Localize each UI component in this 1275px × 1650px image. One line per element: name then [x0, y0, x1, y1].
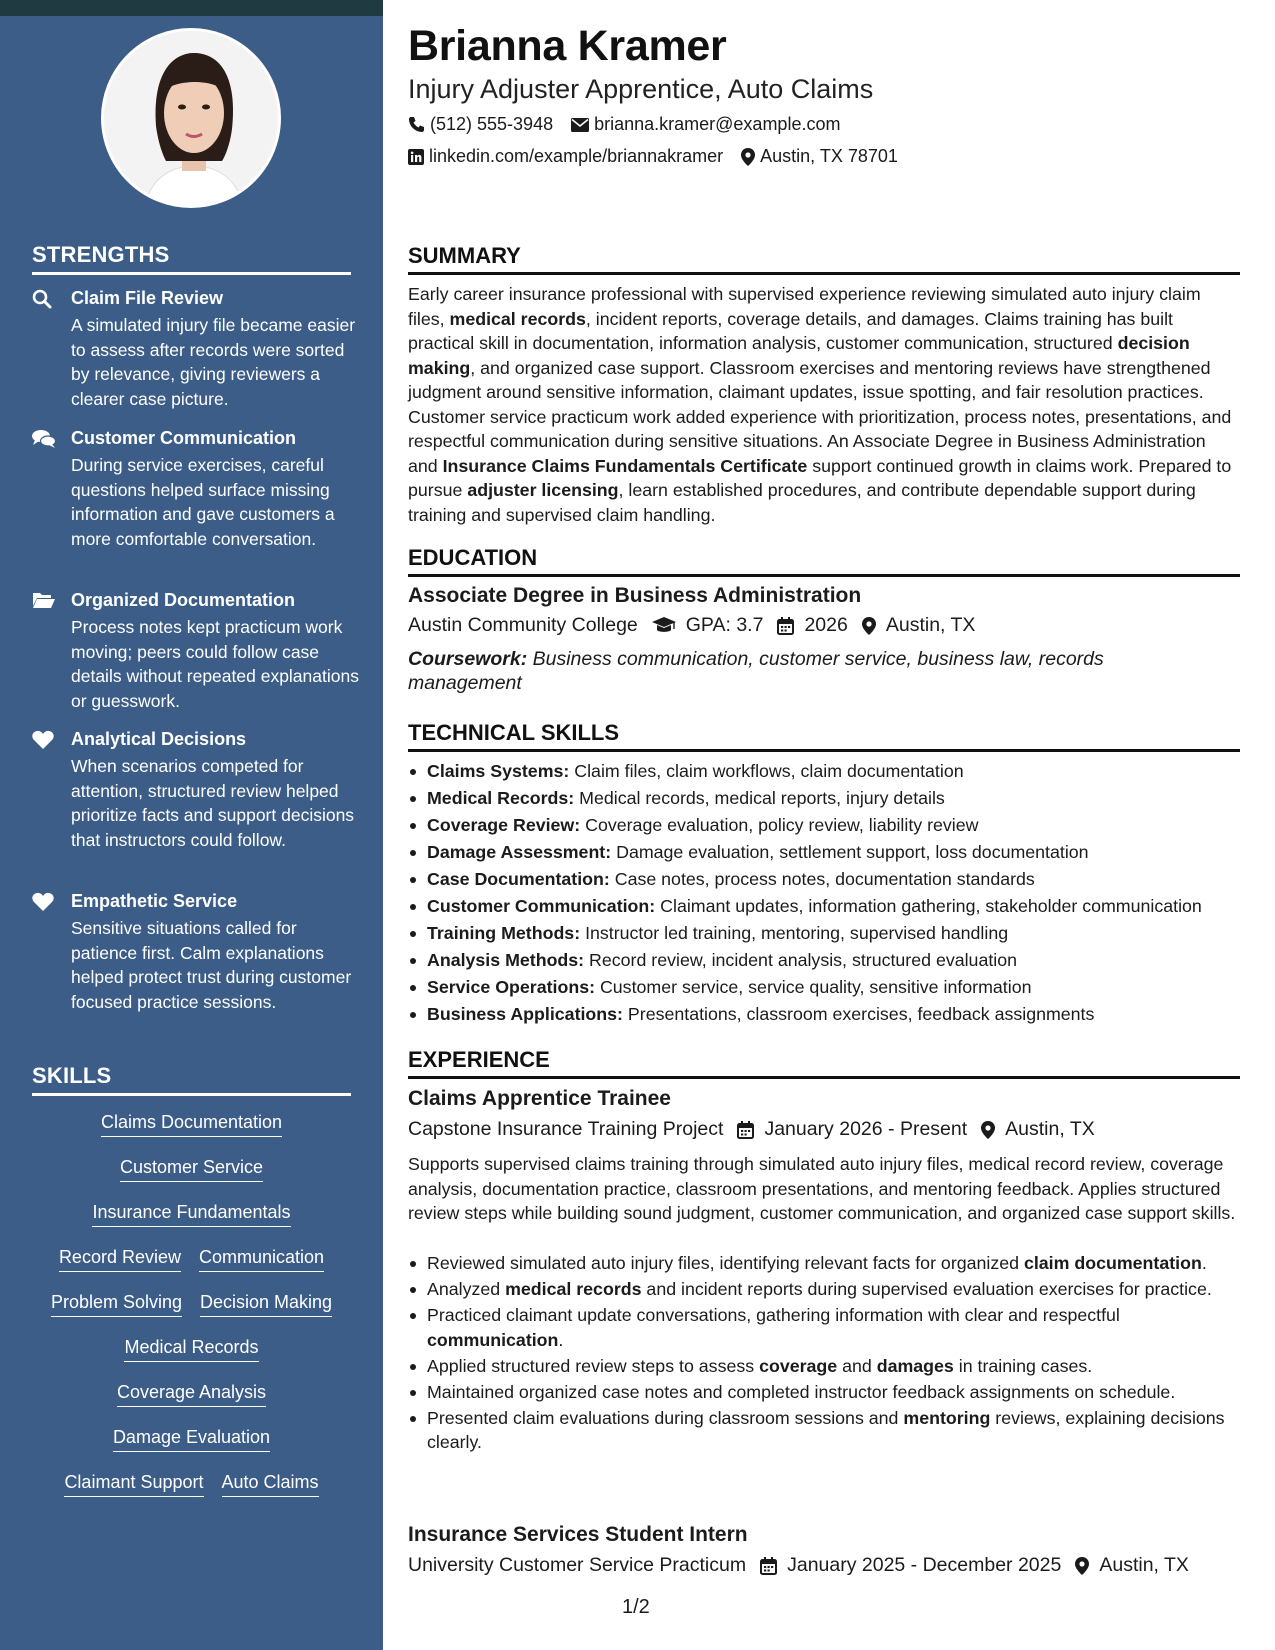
skill-tag: Coverage Analysis [117, 1382, 266, 1407]
strength-title: Organized Documentation [71, 590, 296, 610]
linkedin-text: linkedin.com/example/briannakramer [429, 146, 724, 166]
skill-tag: Problem Solving [51, 1292, 182, 1317]
list-item: Maintained organized case notes and completed instructor feedback assignments on schedule. [408, 1380, 1240, 1405]
strengths-title: STRENGTHS [32, 242, 170, 267]
job-summary: Supports supervised claims training through simulated auto injury files, medical record review, coverage analysis, documentation practice, classroom presentations, and mentoring feedback. Applies structured review steps while building sound judgment, customer communication, and organized case support skills. [408, 1154, 1236, 1223]
map-marker-icon [981, 1121, 995, 1139]
skill-row [32, 1292, 351, 1317]
skill-tag: Auto Claims [222, 1472, 319, 1497]
candidate-role: Injury Adjuster Apprentice, Auto Claims [408, 74, 874, 104]
graduation-cap-icon [652, 617, 676, 634]
skill-row [32, 1382, 351, 1407]
experience-title: EXPERIENCE [408, 1047, 550, 1072]
skill-row [32, 1112, 351, 1137]
calendar-icon [737, 1121, 754, 1139]
skill-tag: Claimant Support [64, 1472, 203, 1497]
skill-tag: Communication [199, 1247, 324, 1272]
heart-icon [32, 892, 56, 912]
job-organization: Capstone Insurance Training Project [408, 1118, 724, 1140]
job-location: Austin, TX [1099, 1554, 1189, 1576]
coursework: Coursework: Business communication, customer service, business law, records management [408, 648, 1104, 694]
map-marker-icon [741, 148, 755, 166]
technical-skills-title: TECHNICAL SKILLS [408, 720, 620, 745]
envelope-icon [571, 118, 589, 132]
skill-tag: Medical Records [124, 1337, 258, 1362]
strength-title: Claim File Review [71, 288, 224, 308]
contact-line [408, 146, 916, 167]
list-item: Business Applications: Presentations, classroom exercises, feedback assignments [408, 1002, 1240, 1027]
job-location: Austin, TX [1005, 1118, 1095, 1140]
contact-line [408, 114, 858, 135]
skill-tag: Damage Evaluation [113, 1427, 270, 1452]
education-divider [408, 574, 1240, 577]
list-item: Case Documentation: Case notes, process notes, documentation standards [408, 867, 1240, 892]
list-item: Reviewed simulated auto injury files, identifying relevant facts for organized claim documentation. [408, 1251, 1240, 1276]
year-item [777, 614, 847, 637]
list-item: Customer Communication: Claimant updates, information gathering, stakeholder communication [408, 894, 1240, 919]
calendar-icon [760, 1557, 777, 1575]
strength-description: When scenarios competed for attention, structured review helped prioritize facts and support decisions that instructors could follow. [71, 756, 355, 850]
list-item: Coverage Review: Coverage evaluation, policy review, liability review [408, 813, 1240, 838]
gpa-text: GPA: 3.7 [685, 614, 764, 636]
list-item: Medical Records: Medical records, medical reports, injury details [408, 786, 1240, 811]
school-name: Austin Community College [408, 614, 638, 636]
list-item: Practiced claimant update conversations, gathering information with clear and respectful communication. [408, 1303, 1240, 1352]
gpa-item [652, 614, 764, 637]
job-dates: January 2026 - Present [764, 1118, 968, 1140]
technical-skills-divider [408, 749, 1240, 752]
search-icon [32, 289, 56, 309]
edu-location-item [862, 614, 976, 637]
skill-row [32, 1157, 351, 1182]
strength-title: Empathetic Service [71, 891, 238, 911]
skills-divider [32, 1093, 351, 1096]
job-organization: University Customer Service Practicum [408, 1554, 747, 1576]
skill-tag: Claims Documentation [101, 1112, 282, 1137]
linkedin-icon [408, 149, 424, 165]
linkedin-contact[interactable] [408, 146, 723, 167]
skill-tag: Decision Making [200, 1292, 332, 1317]
page-number: 1/2 [622, 1596, 650, 1618]
experience-divider [408, 1076, 1240, 1079]
calendar-icon [777, 617, 794, 635]
grad-year: 2026 [804, 614, 848, 636]
phone-text: (512) 555-3948 [430, 114, 554, 134]
job-dates-item [737, 1118, 967, 1141]
job-location-item [981, 1118, 1095, 1141]
job-location-item [1075, 1554, 1189, 1577]
education-meta [408, 614, 989, 637]
list-item: Presented claim evaluations during classroom sessions and mentoring reviews, explaining decisions clearly. [408, 1406, 1240, 1455]
list-item: Training Methods: Instructor led training, mentoring, supervised handling [408, 921, 1240, 946]
education-title: EDUCATION [408, 545, 538, 570]
skill-row [32, 1202, 351, 1227]
list-item: Claims Systems: Claim files, claim workflows, claim documentation [408, 759, 1240, 784]
job-dates-item [760, 1554, 1061, 1577]
degree-title: Associate Degree in Business Administration [408, 584, 862, 607]
job-bullets [408, 1251, 1240, 1456]
list-item: Applied structured review steps to assess coverage and damages in training cases. [408, 1354, 1240, 1379]
skill-tag: Customer Service [120, 1157, 263, 1182]
heart-icon [32, 730, 56, 750]
skill-row [32, 1472, 351, 1497]
skill-tag: Record Review [59, 1247, 181, 1272]
job-meta [408, 1118, 1109, 1141]
skill-tag: Insurance Fundamentals [92, 1202, 290, 1227]
strengths-divider [32, 272, 351, 275]
strength-title: Customer Communication [71, 428, 297, 448]
job-title: Insurance Services Student Intern [408, 1523, 748, 1546]
list-item: Damage Assessment: Damage evaluation, settlement support, loss documentation [408, 840, 1240, 865]
summary-title: SUMMARY [408, 243, 521, 268]
location-contact [741, 146, 898, 167]
strength-description: Sensitive situations called for patience first. Calm explanations helped protect trust during customer focused practice sessions. [71, 918, 352, 1012]
comments-icon [32, 429, 56, 449]
list-item: Analyzed medical records and incident reports during supervised evaluation exercises for practice. [408, 1277, 1240, 1302]
summary-divider [408, 272, 1240, 275]
skills-title: SKILLS [32, 1063, 112, 1088]
edu-location: Austin, TX [885, 614, 976, 636]
skill-row [32, 1337, 351, 1362]
strength-description: During service exercises, careful questions helped surface missing information and gave customers a more comfortable conversation. [71, 455, 335, 549]
technical-skills-list [408, 759, 1240, 1029]
sidebar [0, 0, 383, 1650]
email-text: brianna.kramer@example.com [594, 114, 841, 134]
summary-text: Early career insurance professional with supervised experience reviewing simulated auto injury claim files, medical records, incident reports, coverage details, and damages. Claims training has built practical skill in documentation, information analysis, customer communication, structured decision making, and organized case support. Classroom exercises and mentoring reviews have strengthened judgment around sensitive information, claimant updates, issue spotting, and fair resolution practices. Customer service practicum work added experience with prioritization, process notes, presentations, and respectful communication during sensitive situations. An Associate Degree in Business Administration and Insurance Claims Fundamentals Certificate support continued growth in claims work. Prepared to pursue adjuster licensing, learn established procedures, and contribute dependable support during training and supervised claim handling. [408, 284, 1232, 525]
job-dates: January 2025 - December 2025 [787, 1554, 1062, 1576]
phone-contact[interactable] [408, 114, 553, 135]
job-meta [408, 1554, 1203, 1577]
email-contact[interactable] [571, 114, 840, 135]
candidate-name: Brianna Kramer [408, 22, 727, 70]
skill-row [32, 1247, 351, 1272]
profile-photo [101, 28, 281, 208]
list-item: Analysis Methods: Record review, incident analysis, structured evaluation [408, 948, 1240, 973]
skill-row [32, 1427, 351, 1452]
list-item: Service Operations: Customer service, service quality, sensitive information [408, 975, 1240, 1000]
sidebar-top-bar [0, 0, 383, 16]
map-marker-icon [1075, 1557, 1089, 1575]
strength-title: Analytical Decisions [71, 729, 247, 749]
phone-icon [408, 116, 425, 133]
location-text: Austin, TX 78701 [760, 146, 898, 166]
strength-description: Process notes kept practicum work moving; peers could follow case details without repeated explanations or guesswork. [71, 617, 359, 711]
job-title: Claims Apprentice Trainee [408, 1087, 671, 1110]
map-marker-icon [862, 617, 876, 635]
strength-description: A simulated injury file became easier to assess after records were sorted by relevance, giving reviewers a clearer case picture. [71, 315, 356, 409]
folder-open-icon [32, 591, 56, 611]
